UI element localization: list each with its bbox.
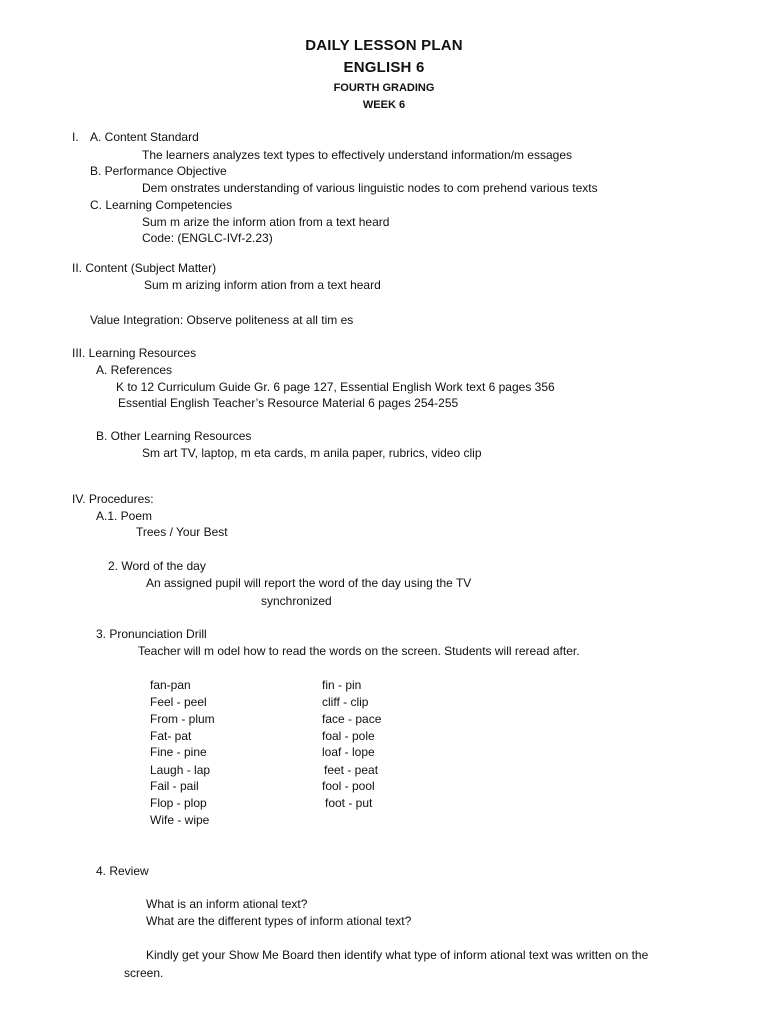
- doc-week: WEEK 6: [362, 99, 406, 111]
- value-integration: Value Integration: Observe politeness at all tim es: [90, 313, 354, 327]
- drill-word-left: Laugh - lap: [150, 763, 211, 777]
- doc-grading: FOURTH GRADING: [333, 82, 435, 94]
- competency-code: Code: (ENGLC-IVf-2.23): [142, 231, 273, 245]
- drill-word-right: fin - pin: [322, 678, 362, 692]
- drill-word-left: Fine - pine: [150, 745, 207, 759]
- other-resources-text: Sm art TV, laptop, m eta cards, m anila paper, rubrics, video clip: [142, 446, 482, 460]
- performance-objective-label: B. Performance Objective: [90, 164, 227, 178]
- drill-word-right: fool - pool: [322, 779, 375, 793]
- reference-line-2: Essential English Teacher’s Resource Material 6 pages 254-255: [118, 396, 459, 410]
- doc-title: DAILY LESSON PLAN: [305, 37, 463, 54]
- performance-objective-text: Dem onstrates understanding of various linguistic nodes to com prehend various texts: [142, 181, 598, 195]
- drill-word-left: Flop - plop: [150, 796, 207, 810]
- doc-subject: ENGLISH 6: [343, 59, 425, 76]
- learning-competencies-text: Sum m arize the inform ation from a text heard: [142, 215, 390, 229]
- drill-word-left: Feel - peel: [150, 695, 207, 709]
- review-instruction-cont: screen.: [124, 966, 164, 980]
- review-instruction: Kindly get your Show Me Board then identify what type of inform ational text was written on the: [146, 948, 649, 962]
- pronunciation-drill-text: Teacher will m odel how to read the words on the screen. Students will reread after.: [138, 644, 580, 658]
- drill-word-left: Wife - wipe: [150, 813, 210, 827]
- drill-word-right: cliff - clip: [322, 695, 369, 709]
- resources-heading: III. Learning Resources: [72, 346, 197, 360]
- section-numeral-1: I.: [72, 130, 79, 144]
- drill-word-right: foal - pole: [322, 729, 375, 743]
- word-of-day-label: 2. Word of the day: [108, 559, 206, 573]
- drill-word-right: feet - peat: [324, 763, 379, 777]
- poem-label: A.1. Poem: [96, 509, 153, 523]
- drill-word-left: Fail - pail: [150, 779, 199, 793]
- word-of-day-text-2: synchronized: [261, 594, 332, 608]
- drill-word-left: Fat- pat: [150, 729, 192, 743]
- pronunciation-drill-label: 3. Pronunciation Drill: [96, 627, 207, 641]
- content-standard-text: The learners analyzes text types to effectively understand information/m essages: [142, 148, 573, 162]
- drill-word-right: foot - put: [325, 796, 373, 810]
- drill-word-left: fan-pan: [150, 678, 191, 692]
- content-standard-label: A. Content Standard: [90, 130, 199, 144]
- review-question-2: What are the different types of inform ational text?: [146, 914, 412, 928]
- content-text: Sum m arizing inform ation from a text heard: [144, 278, 381, 292]
- word-of-day-text: An assigned pupil will report the word of the day using the TV: [146, 576, 472, 590]
- procedures-heading: IV. Procedures:: [72, 492, 154, 506]
- review-label: 4. Review: [96, 864, 149, 878]
- review-question-1: What is an inform ational text?: [146, 897, 308, 911]
- drill-word-right: face - pace: [322, 712, 382, 726]
- other-resources-label: B. Other Learning Resources: [96, 429, 252, 443]
- references-label: A. References: [96, 363, 173, 377]
- learning-competencies-label: C. Learning Competencies: [90, 198, 233, 212]
- content-heading: II. Content (Subject Matter): [72, 261, 217, 275]
- poem-text: Trees / Your Best: [136, 525, 228, 539]
- reference-line-1: K to 12 Curriculum Guide Gr. 6 page 127, Essential English Work text 6 pages 356: [116, 380, 555, 394]
- drill-word-right: loaf - lope: [322, 745, 375, 759]
- drill-word-left: From - plum: [150, 712, 215, 726]
